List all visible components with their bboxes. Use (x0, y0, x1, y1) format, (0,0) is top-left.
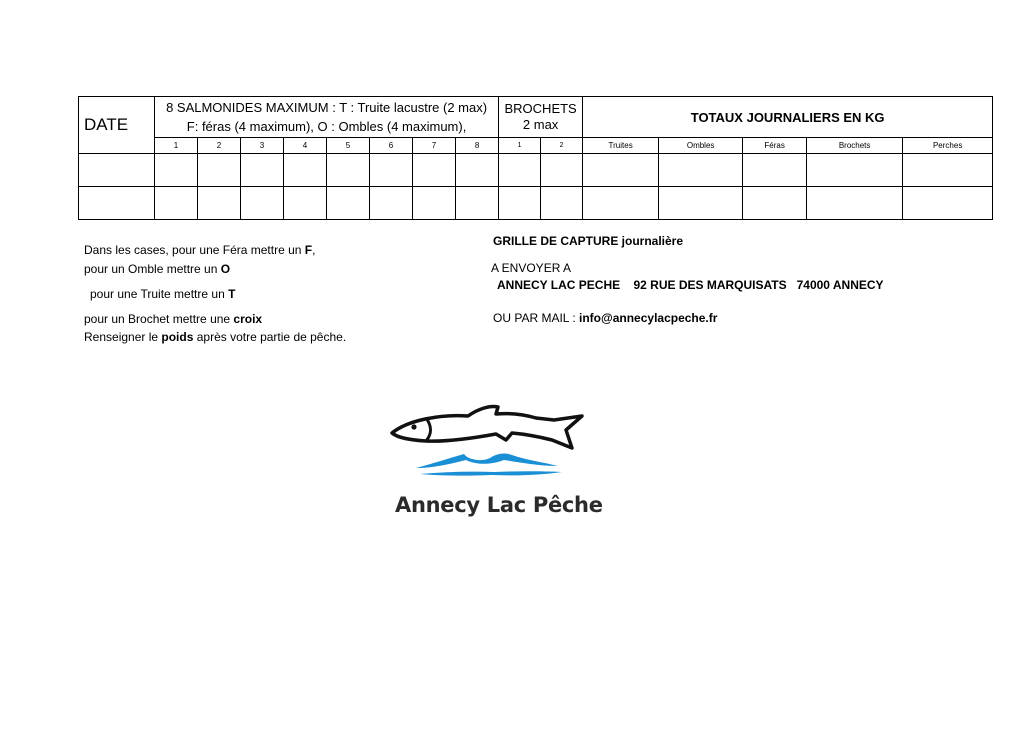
entry-cell[interactable] (541, 187, 583, 220)
entry-cell[interactable] (327, 154, 370, 187)
entry-cell[interactable] (284, 187, 327, 220)
date-header: DATE (79, 97, 155, 154)
salm-col-number: 6 (370, 138, 413, 154)
instruction-poids: Renseigner le poids après votre partie de pêche. (84, 330, 347, 344)
table-row (79, 154, 993, 187)
fish-logo-icon (386, 400, 596, 480)
entry-cell[interactable] (79, 154, 155, 187)
totaux-header: TOTAUX JOURNALIERS EN KG (583, 97, 993, 138)
salm-col-number: 1 (155, 138, 198, 154)
entry-cell[interactable] (903, 154, 993, 187)
instruction-fera: Dans les cases, pour une Féra mettre un F, (84, 243, 316, 257)
entry-cell[interactable] (79, 187, 155, 220)
entry-cell[interactable] (241, 187, 284, 220)
salmonides-line1: 8 SALMONIDES MAXIMUM : T : Truite lacustre (2 max) (166, 100, 488, 115)
entry-cell[interactable] (499, 154, 541, 187)
salmonides-header (155, 97, 499, 138)
salm-col-number: 2 (198, 138, 241, 154)
entry-cell[interactable] (541, 154, 583, 187)
salm-col-number: 7 (413, 138, 456, 154)
send-to-label: A ENVOYER A (491, 261, 572, 275)
entry-cell[interactable] (583, 187, 659, 220)
entry-cell[interactable] (198, 187, 241, 220)
entry-cell[interactable] (659, 154, 743, 187)
entry-cell[interactable] (456, 187, 499, 220)
grille-title: GRILLE DE CAPTURE journalière (493, 234, 684, 248)
entry-cell[interactable] (583, 154, 659, 187)
entry-cell[interactable] (155, 187, 198, 220)
instruction-truite: pour une Truite mettre un T (90, 287, 236, 301)
salm-col-number: 4 (284, 138, 327, 154)
entry-cell[interactable] (370, 187, 413, 220)
entry-cell[interactable] (807, 154, 903, 187)
salm-col-number: 8 (456, 138, 499, 154)
table-row (79, 187, 993, 220)
fish-body (392, 406, 582, 448)
wave-bottom (420, 471, 562, 475)
entry-cell[interactable] (327, 187, 370, 220)
entry-cell[interactable] (155, 154, 198, 187)
capture-grid (78, 96, 993, 220)
salm-col-number: 5 (327, 138, 370, 154)
salmonides-line2: F: féras (4 maximum), O : Ombles (4 maximum), (186, 119, 467, 134)
broch-col-number: 2 (541, 138, 583, 154)
entry-cell[interactable] (198, 154, 241, 187)
brochets-line1: BROCHETS (504, 101, 577, 116)
entry-cell[interactable] (659, 187, 743, 220)
broch-col-number: 1 (499, 138, 541, 154)
entry-cell[interactable] (903, 187, 993, 220)
entry-cell[interactable] (413, 187, 456, 220)
total-col-perches: Perches (903, 138, 993, 154)
instruction-brochet: pour un Brochet mettre une croix (84, 312, 263, 326)
postal-address: ANNECY LAC PECHE 92 RUE DES MARQUISATS 74000 ANNECY (497, 278, 884, 292)
total-col-ombles: Ombles (659, 138, 743, 154)
brochets-line2: 2 max (522, 117, 559, 132)
wave-top (416, 454, 558, 468)
salm-col-number: 3 (241, 138, 284, 154)
entry-cell[interactable] (499, 187, 541, 220)
entry-cell[interactable] (807, 187, 903, 220)
total-col-brochets: Brochets (807, 138, 903, 154)
fish-eye (411, 424, 416, 429)
brochets-header (499, 97, 583, 138)
entry-cell[interactable] (456, 154, 499, 187)
entry-cell[interactable] (743, 154, 807, 187)
total-col-truites: Truites (583, 138, 659, 154)
entry-cell[interactable] (370, 154, 413, 187)
entry-cell[interactable] (241, 154, 284, 187)
brand-name: Annecy Lac Pêche (395, 493, 603, 517)
fish-gill (426, 418, 431, 441)
mail-line: OU PAR MAIL : info@annecylacpeche.fr (493, 311, 718, 325)
entry-cell[interactable] (413, 154, 456, 187)
total-col-feras: Féras (743, 138, 807, 154)
entry-cell[interactable] (743, 187, 807, 220)
instruction-omble: pour un Omble mettre un O (84, 262, 231, 276)
entry-cell[interactable] (284, 154, 327, 187)
email-link[interactable]: info@annecylacpeche.fr (579, 311, 718, 325)
